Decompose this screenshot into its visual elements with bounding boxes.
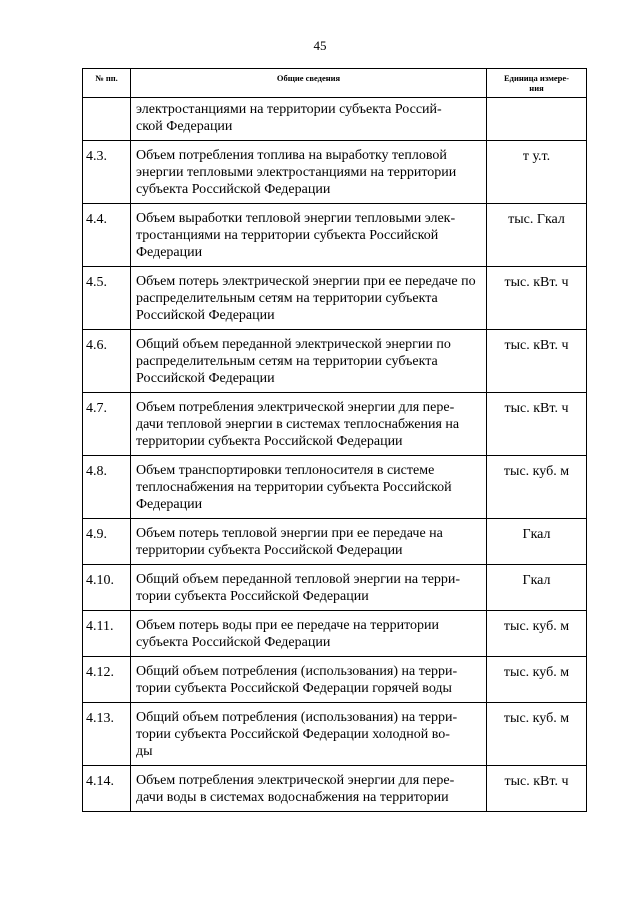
row-description: Объем потребления топлива на выработку тепловой энергии тепловыми электростанциями на территории субъекта Российской Федерации: [131, 141, 487, 204]
row-unit: тыс. куб. м: [487, 456, 587, 519]
row-description: Объем транспортировки теплоносителя в системе теплоснабжения на территории субъекта Российской Федерации: [131, 456, 487, 519]
row-unit: тыс. кВт. ч: [487, 330, 587, 393]
row-description: Объем потерь тепловой энергии при ее передаче на территории субъекта Российской Федерации: [131, 519, 487, 565]
row-unit: тыс. кВт. ч: [487, 393, 587, 456]
row-number: 4.14.: [83, 766, 131, 812]
row-number: 4.3.: [83, 141, 131, 204]
row-description: Объем потерь электрической энергии при ее передаче по распределительным сетям на территории субъекта Российской Федерации: [131, 267, 487, 330]
row-description: Общий объем переданной тепловой энергии на терри- тории субъекта Российской Федерации: [131, 565, 487, 611]
data-table: [82, 68, 587, 812]
row-description: Общий объем переданной электрической энергии по распределительным сетям на территории субъекта Российской Федерации: [131, 330, 487, 393]
row-description: Общий объем потребления (использования) на терри- тории субъекта Российской Федерации холодной во- ды: [131, 703, 487, 766]
table-row: [83, 204, 587, 267]
row-unit: тыс. куб. м: [487, 703, 587, 766]
table-row: [83, 565, 587, 611]
row-number: 4.9.: [83, 519, 131, 565]
row-unit: [487, 98, 587, 141]
row-unit: Гкал: [487, 565, 587, 611]
row-number: 4.12.: [83, 657, 131, 703]
table-row: [83, 766, 587, 812]
header-unit: [487, 69, 587, 98]
row-number: 4.8.: [83, 456, 131, 519]
table-row: [83, 519, 587, 565]
row-unit: тыс. куб. м: [487, 611, 587, 657]
row-unit: тыс. куб. м: [487, 657, 587, 703]
row-description: Объем потерь воды при ее передаче на территории субъекта Российской Федерации: [131, 611, 487, 657]
row-unit: тыс. Гкал: [487, 204, 587, 267]
header-unit-text: Единица измере- ния: [503, 73, 570, 93]
row-description: электростанциями на территории субъекта Россий- ской Федерации: [131, 98, 487, 141]
row-description: Объем потребления электрической энергии для пере- дачи тепловой энергии в системах теплоснабжения на территории субъекта Российской Федерации: [131, 393, 487, 456]
row-number: 4.5.: [83, 267, 131, 330]
table-header-row: [83, 69, 587, 98]
header-general-info: Общие сведения: [131, 69, 487, 98]
page-number: 45: [313, 38, 327, 53]
header-number: № пп.: [83, 69, 131, 98]
row-number: 4.4.: [83, 204, 131, 267]
table-row: [83, 456, 587, 519]
row-description: Объем потребления электрической энергии для пере- дачи воды в системах водоснабжения на территории: [131, 766, 487, 812]
row-number: 4.7.: [83, 393, 131, 456]
table-row: [83, 703, 587, 766]
table-row: [83, 330, 587, 393]
row-number: 4.10.: [83, 565, 131, 611]
table-row: [83, 657, 587, 703]
row-unit: Гкал: [487, 519, 587, 565]
table-row: [83, 98, 587, 141]
row-number: 4.6.: [83, 330, 131, 393]
row-description: Объем выработки тепловой энергии тепловыми элек- тростанциями на территории субъекта Российской Федерации: [131, 204, 487, 267]
row-number: [83, 98, 131, 141]
table-row: [83, 141, 587, 204]
row-description: Общий объем потребления (использования) на терри- тории субъекта Российской Федерации горячей воды: [131, 657, 487, 703]
row-number: 4.11.: [83, 611, 131, 657]
row-unit: тыс. кВт. ч: [487, 766, 587, 812]
table-row: [83, 611, 587, 657]
row-number: 4.13.: [83, 703, 131, 766]
row-unit: тыс. кВт. ч: [487, 267, 587, 330]
table-row: [83, 267, 587, 330]
row-unit: т у.т.: [487, 141, 587, 204]
table-row: [83, 393, 587, 456]
